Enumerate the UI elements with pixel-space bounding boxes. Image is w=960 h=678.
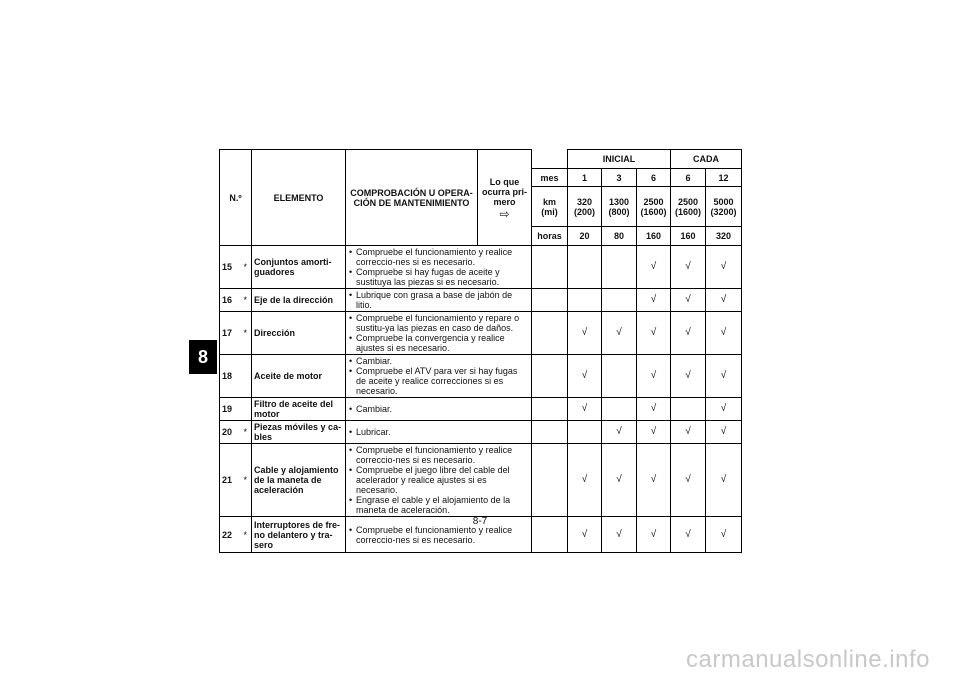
check-mark: √ (671, 312, 706, 355)
maintenance-table (219, 149, 742, 553)
asterisk-mark: * (240, 289, 252, 312)
hours-cell: 320 (706, 227, 742, 246)
check-mark: √ (671, 355, 706, 398)
header-num: N.º (220, 150, 252, 246)
check-mark (602, 355, 637, 398)
check-mark: √ (671, 289, 706, 312)
check-mark: √ (637, 289, 671, 312)
arrow-right-icon: ⇨ (499, 206, 510, 221)
table-row (220, 246, 742, 289)
km-cell: 5000 (3200) (706, 187, 742, 227)
action-cell (346, 312, 532, 355)
watermark: carmanualsonline.info (686, 646, 930, 673)
check-mark: √ (637, 312, 671, 355)
action-item: • Compruebe el funcionamiento y realice correccio-nes si es necesario. (348, 525, 529, 545)
asterisk-mark: * (240, 517, 252, 553)
action-cell (346, 421, 532, 444)
month-cell: 1 (568, 169, 602, 187)
action-item: • Compruebe el funcionamiento y realice correccio-nes si es necesario. (348, 247, 529, 267)
row-number: 22 (220, 517, 240, 553)
check-mark: √ (706, 246, 742, 289)
hours-cell: 160 (671, 227, 706, 246)
month-cell: 12 (706, 169, 742, 187)
check-mark: √ (568, 517, 602, 553)
km-cell: 2500 (1600) (671, 187, 706, 227)
asterisk-mark: * (240, 312, 252, 355)
action-item: • Cambiar. (348, 356, 529, 366)
table-row (220, 398, 742, 421)
check-mark: √ (706, 421, 742, 444)
check-mark: √ (671, 444, 706, 517)
row-number: 21 (220, 444, 240, 517)
unit-cell (532, 289, 568, 312)
element-name: Aceite de motor (252, 355, 346, 398)
check-mark (602, 246, 637, 289)
row-number: 16 (220, 289, 240, 312)
element-name: Piezas móviles y ca-bles (252, 421, 346, 444)
km-cell: 1300 (800) (602, 187, 637, 227)
table-row (220, 312, 742, 355)
element-name: Eje de la dirección (252, 289, 346, 312)
check-mark: √ (706, 289, 742, 312)
action-item: • Compruebe la convergencia y realice ajustes si es necesario. (348, 333, 529, 353)
check-mark: √ (706, 355, 742, 398)
check-mark (671, 398, 706, 421)
element-name: Dirección (252, 312, 346, 355)
element-name: Cable y alojamiento de la maneta de aceleración (252, 444, 346, 517)
check-mark (602, 398, 637, 421)
row-number: 15 (220, 246, 240, 289)
action-item: • Engrase el cable y el alojamiento de la maneta de aceleración. (348, 495, 529, 515)
page-number: 8-7 (472, 516, 488, 527)
check-mark: √ (671, 517, 706, 553)
action-cell (346, 289, 532, 312)
month-label: mes (532, 169, 568, 187)
asterisk-mark: * (240, 246, 252, 289)
section-tab: 8 (189, 340, 217, 374)
unit-cell (532, 246, 568, 289)
check-mark: √ (637, 398, 671, 421)
action-item: • Compruebe si hay fugas de aceite y sustituya las piezas si es necesario. (348, 267, 529, 287)
check-mark: √ (637, 421, 671, 444)
table-row (220, 444, 742, 517)
table-row (220, 289, 742, 312)
month-cell: 6 (637, 169, 671, 187)
table-row (220, 421, 742, 444)
check-mark (602, 289, 637, 312)
header-first-label: Lo que ocurra pri-mero (482, 176, 528, 207)
km-label: km (mi) (532, 187, 568, 227)
row-number: 17 (220, 312, 240, 355)
action-item: • Cambiar. (348, 404, 529, 414)
check-mark (568, 246, 602, 289)
km-cell: 2500 (1600) (637, 187, 671, 227)
check-mark: √ (568, 444, 602, 517)
km-cell: 320 (200) (568, 187, 602, 227)
check-mark: √ (602, 421, 637, 444)
unit-cell (532, 398, 568, 421)
check-mark: √ (602, 312, 637, 355)
asterisk-mark: * (240, 421, 252, 444)
element-name: Filtro de aceite del motor (252, 398, 346, 421)
check-mark: √ (637, 444, 671, 517)
check-mark: √ (568, 312, 602, 355)
check-mark: √ (602, 517, 637, 553)
action-item: • Compruebe el funcionamiento y realice correccio-nes si es necesario. (348, 445, 529, 465)
hours-label: horas (532, 227, 568, 246)
check-mark: √ (706, 398, 742, 421)
row-number: 18 (220, 355, 240, 398)
check-mark: √ (706, 312, 742, 355)
hours-cell: 80 (602, 227, 637, 246)
action-item: • Compruebe el juego libre del cable del acelerador y realice ajustes si es necesario. (348, 465, 529, 495)
hours-cell: 160 (637, 227, 671, 246)
action-item: • Compruebe el ATV para ver si hay fugas de aceite y realice correcciones si es necesario. (348, 366, 529, 396)
action-cell (346, 398, 532, 421)
check-mark: √ (706, 517, 742, 553)
month-cell: 3 (602, 169, 637, 187)
action-item: • Compruebe el funcionamiento y repare o sustitu-ya las piezas en caso de daños. (348, 313, 529, 333)
check-mark: √ (706, 444, 742, 517)
header-blank (532, 150, 568, 169)
table-row (220, 355, 742, 398)
action-cell (346, 444, 532, 517)
action-cell (346, 355, 532, 398)
action-item: • Lubrique con grasa a base de jabón de litio. (348, 290, 529, 310)
hours-cell: 20 (568, 227, 602, 246)
check-mark: √ (637, 517, 671, 553)
asterisk-mark: * (240, 444, 252, 517)
asterisk-mark (240, 398, 252, 421)
month-cell: 6 (671, 169, 706, 187)
check-mark (568, 289, 602, 312)
check-mark (568, 421, 602, 444)
header-element: ELEMENTO (252, 150, 346, 246)
element-name: Interruptores de fre-no delantero y tra-sero (252, 517, 346, 553)
element-name: Conjuntos amorti-guadores (252, 246, 346, 289)
check-mark: √ (637, 246, 671, 289)
header-every: CADA (671, 150, 742, 169)
check-mark: √ (568, 398, 602, 421)
asterisk-mark (240, 355, 252, 398)
header-first (478, 150, 532, 246)
check-mark: √ (637, 355, 671, 398)
header-initial: INICIAL (568, 150, 671, 169)
row-number: 19 (220, 398, 240, 421)
check-mark: √ (671, 246, 706, 289)
header-check: COMPROBACIÓN U OPERA-CIÓN DE MANTENIMIENTO (346, 150, 478, 246)
unit-cell (532, 355, 568, 398)
unit-cell (532, 312, 568, 355)
check-mark: √ (568, 355, 602, 398)
action-item: • Lubricar. (348, 427, 529, 437)
action-cell (346, 246, 532, 289)
check-mark: √ (602, 444, 637, 517)
check-mark: √ (671, 421, 706, 444)
unit-cell (532, 444, 568, 517)
row-number: 20 (220, 421, 240, 444)
unit-cell (532, 421, 568, 444)
